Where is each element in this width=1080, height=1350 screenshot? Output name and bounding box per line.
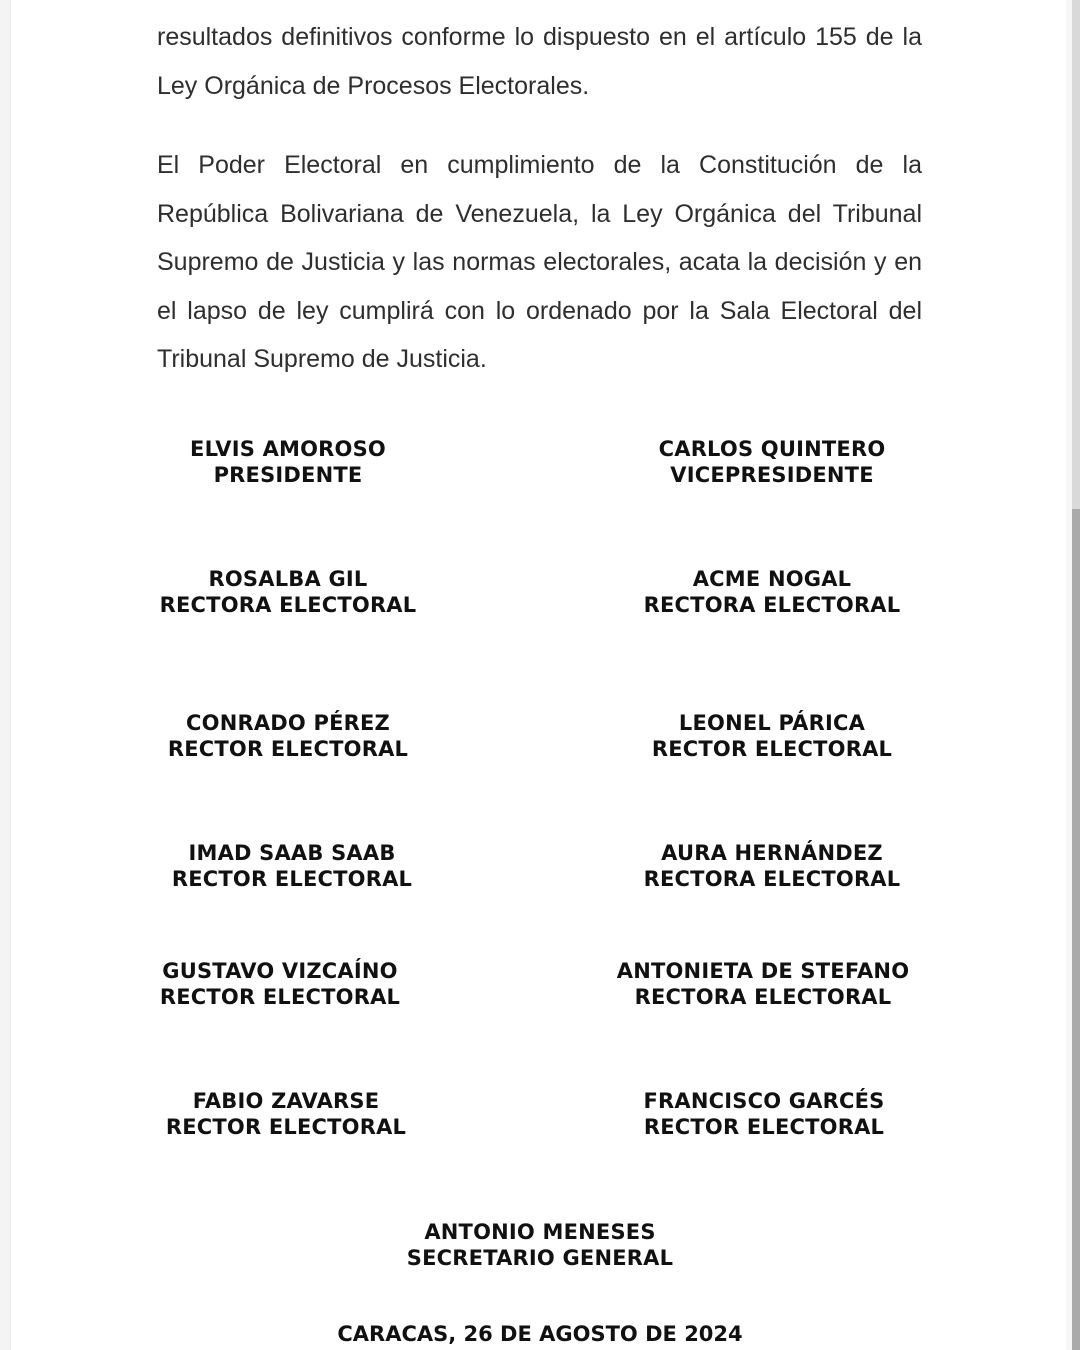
signatory-title: RECTOR ELECTORAL (165, 1115, 407, 1139)
signature-block (152, 840, 432, 892)
signatory-name: CARLOS QUINTERO (658, 437, 886, 461)
signature-block (603, 958, 923, 1010)
signature-block (146, 1088, 426, 1140)
signatory-name: IMAD SAAB SAAB (188, 841, 396, 865)
signatory-name: ELVIS AMOROSO (190, 437, 386, 461)
signature-block-secretary (380, 1219, 700, 1271)
place-and-date: CARACAS, 26 DE AGOSTO DE 2024 (337, 1322, 743, 1346)
signatory-title: RECTORA ELECTORAL (643, 593, 901, 617)
signatory-title: PRESIDENTE (213, 463, 363, 487)
signatory-name: ACME NOGAL (692, 567, 852, 591)
signature-block (632, 710, 912, 762)
signatory-title: RECTOR ELECTORAL (651, 737, 893, 761)
signatory-name: LEONEL PÁRICA (678, 711, 866, 735)
signature-block (148, 436, 428, 488)
signatory-title: VICEPRESIDENTE (670, 463, 874, 487)
signature-block (140, 958, 420, 1010)
paragraph-line: República Bolivariana de Venezuela, la Ley Orgánica del Tribunal (157, 199, 922, 228)
signature-block (624, 1088, 904, 1140)
signatory-title: RECTOR ELECTORAL (159, 985, 401, 1009)
signature-block (632, 566, 912, 618)
signatory-title: RECTORA ELECTORAL (159, 593, 417, 617)
paragraph-line: Tribunal Supremo de Justicia. (157, 345, 487, 373)
signatory-name: ANTONIETA DE STEFANO (616, 959, 910, 983)
signatory-name: CONRADO PÉREZ (186, 711, 390, 735)
signatory-name: FABIO ZAVARSE (192, 1089, 380, 1113)
paragraph-line: el lapso de ley cumplirá con lo ordenado por la Sala Electoral del (157, 296, 922, 325)
signature-block (632, 436, 912, 488)
paragraph-line: resultados definitivos conforme lo dispuesto en el artículo 155 de la (157, 23, 922, 51)
signatory-title: RECTOR ELECTORAL (643, 1115, 885, 1139)
signatory-title: RECTOR ELECTORAL (167, 737, 409, 761)
signature-block (148, 710, 428, 762)
signatory-name: AURA HERNÁNDEZ (661, 841, 883, 865)
signatory-title: SECRETARIO GENERAL (406, 1246, 674, 1270)
signatory-title: RECTORA ELECTORAL (643, 867, 901, 891)
paragraph-line: El Poder Electoral en cumplimiento de la Constitución de la (157, 151, 922, 179)
signature-block (148, 566, 428, 618)
signatory-name: ANTONIO MENESES (424, 1220, 656, 1244)
paragraph-compliance (157, 141, 922, 384)
paragraph-line: Ley Orgánica de Procesos Electorales. (157, 71, 590, 100)
signatory-title: RECTORA ELECTORAL (634, 985, 892, 1009)
signatory-name: GUSTAVO VIZCAÍNO (162, 959, 398, 983)
signatory-name: FRANCISCO GARCÉS (643, 1089, 885, 1113)
signatory-title: RECTOR ELECTORAL (171, 867, 413, 891)
paragraph-legal-basis (157, 13, 922, 110)
signature-block (632, 840, 912, 892)
left-page-gutter (0, 0, 11, 1350)
scrollbar-thumb[interactable] (1072, 509, 1080, 1350)
paragraph-line: Supremo de Justicia y las normas electorales, acata la decisión y en (157, 248, 922, 276)
signatory-name: ROSALBA GIL (208, 567, 368, 591)
